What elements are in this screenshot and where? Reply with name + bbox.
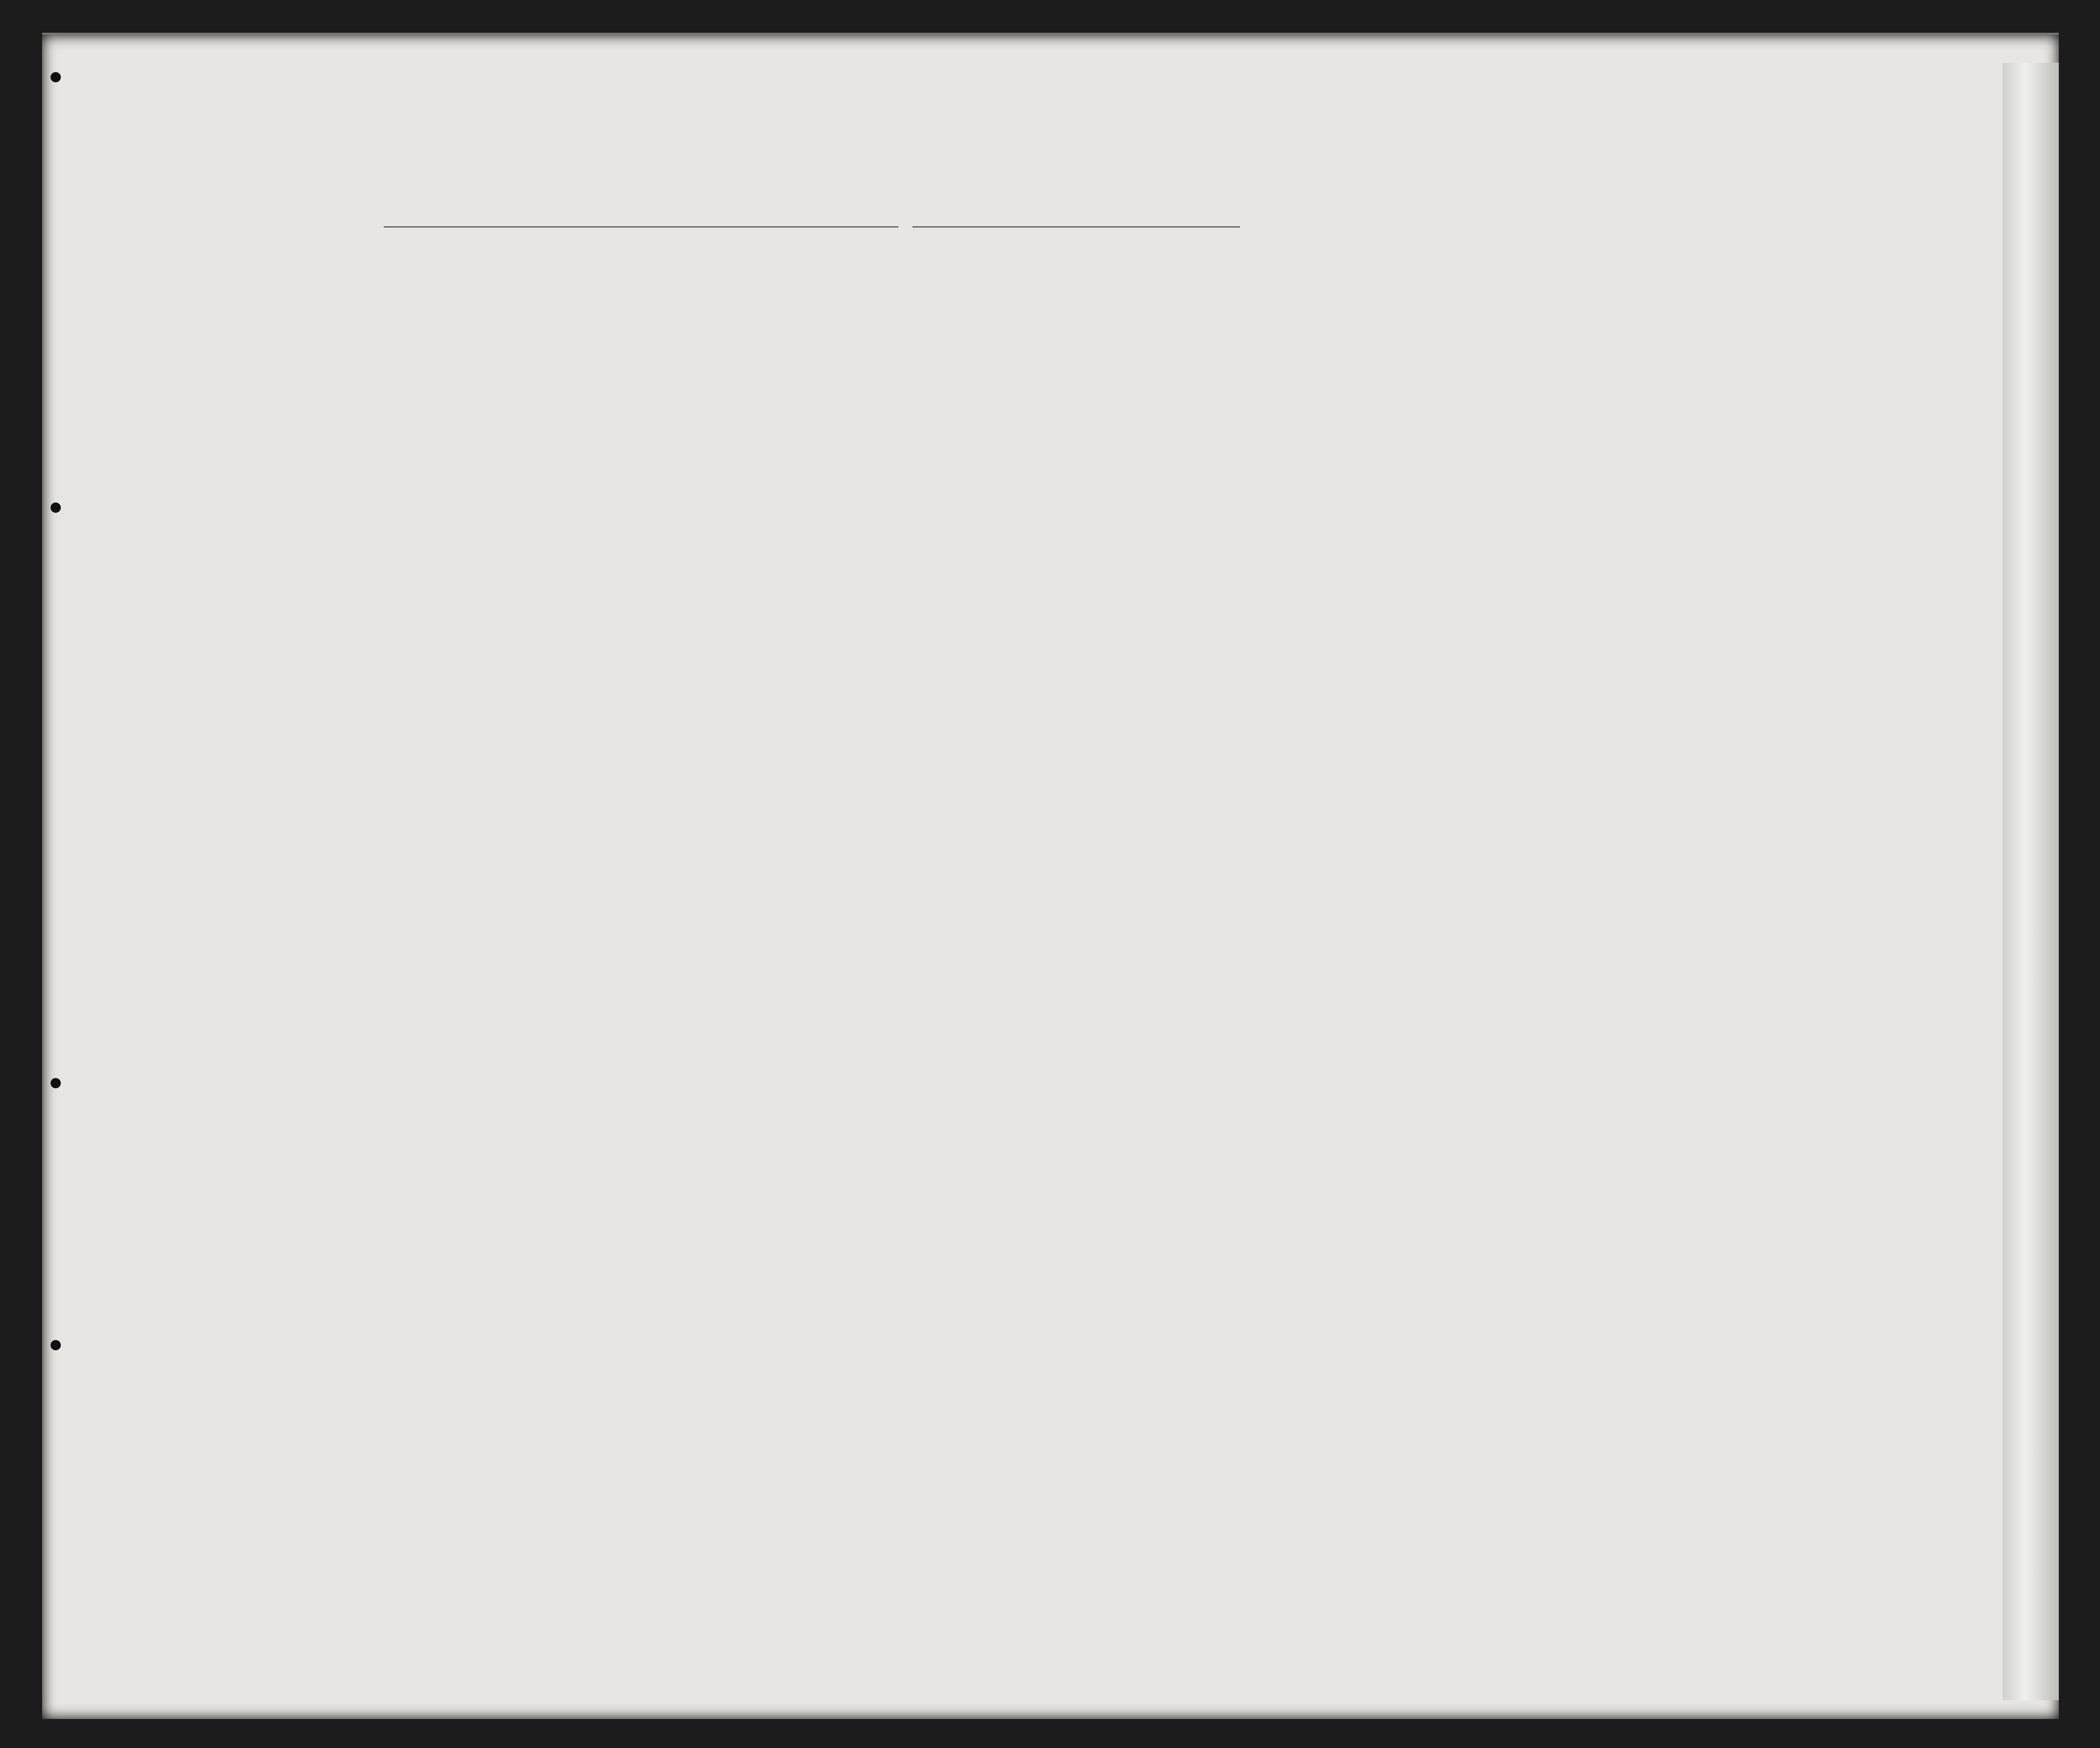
port-underline bbox=[384, 226, 898, 227]
binder-hole bbox=[51, 1078, 61, 1088]
binder-hole bbox=[51, 72, 61, 82]
list-box bbox=[1460, 53, 1516, 77]
page-edge-stack bbox=[2003, 63, 2059, 1700]
binder-hole bbox=[51, 503, 61, 513]
date-underline bbox=[912, 226, 1240, 227]
binder-hole bbox=[51, 1340, 61, 1350]
manifest-sheet bbox=[42, 33, 2059, 1719]
column-header bbox=[150, 269, 1975, 451]
